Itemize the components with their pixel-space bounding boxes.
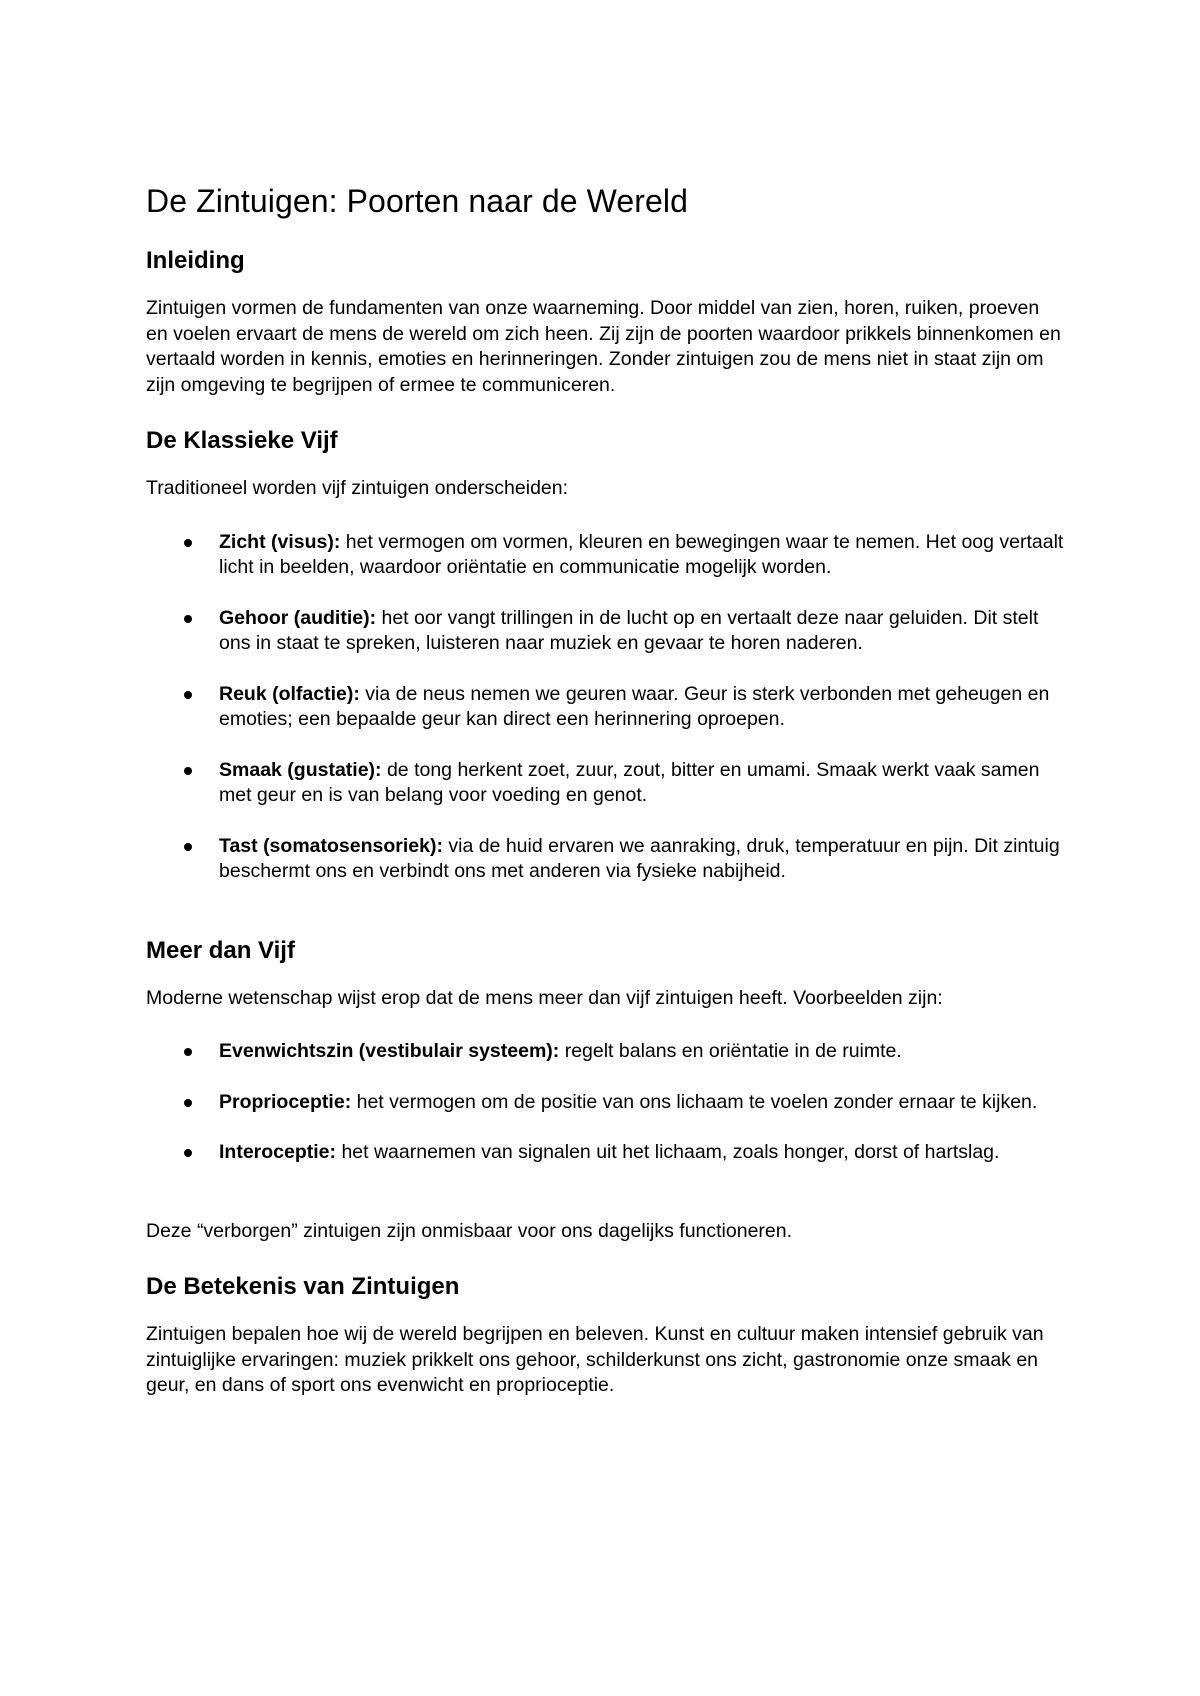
list-item-term: Tast (somatosensoriek): (219, 834, 443, 857)
meaning-paragraph: Zintuigen bepalen hoe wij de wereld begrijpen en beleven. Kunst en cultuur maken intensief gebruik van zintuiglijke ervaringen: muziek prikkelt ons gehoor, schilderkunst ons zicht, gastronomie onze smaak en geur, en dans of sport ons evenwicht en proprioceptie. (146, 1323, 1044, 1396)
bullet-icon (184, 539, 192, 547)
list-item (146, 1140, 1066, 1166)
bullet-icon (184, 615, 192, 623)
list-item-term: Proprioceptie: (219, 1090, 352, 1113)
more-closing: Deze “verborgen” zintuigen zijn onmisbaar voor ons dagelijks functioneren. (146, 1219, 793, 1242)
section-heading-meaning: De Betekenis van Zintuigen (146, 1273, 460, 1300)
list-item (146, 1090, 1066, 1116)
section-heading-classic: De Klassieke Vijf (146, 427, 338, 454)
list-item (146, 530, 1066, 581)
list-item-term: Smaak (gustatie): (219, 758, 382, 781)
list-item-text: het waarnemen van signalen uit het lichaam, zoals honger, dorst of hartslag. (336, 1141, 1000, 1163)
bullet-icon (184, 843, 192, 851)
list-item (146, 1039, 1066, 1065)
list-item-term: Zicht (visus): (219, 530, 341, 553)
list-item-text: het vermogen om de positie van ons lichaam te voelen zonder ernaar te kijken. (351, 1090, 1038, 1113)
list-item-text: het vermogen om vormen, kleuren en bewegingen waar te nemen. Het oog vertaalt licht in beelden, waardoor oriëntatie en communicatie mogelijk worden. (219, 530, 1064, 578)
bullet-icon (184, 1149, 192, 1157)
list-item-term: Gehoor (auditie): (219, 606, 377, 629)
list-item-text: regelt balans en oriëntatie in de ruimte. (559, 1040, 902, 1062)
spacer (146, 910, 1066, 936)
list-item-text: het oor vangt trillingen in de lucht op en vertaalt deze naar geluiden. Dit stelt ons in staat te spreken, luisteren naar muziek en gevaar te horen naderen. (219, 606, 1039, 654)
more-lead: Moderne wetenschap wijst erop dat de mens meer dan vijf zintuigen heeft. Voorbeelden zijn: (146, 986, 943, 1009)
classic-senses-list (146, 530, 1066, 885)
bullet-icon (184, 767, 192, 775)
bullet-icon (184, 1099, 192, 1107)
spacer (146, 1191, 1066, 1219)
list-item (146, 834, 1066, 885)
bullet-icon (184, 691, 192, 699)
list-item-text: via de neus nemen we geuren waar. Geur is sterk verbonden met geheugen en emoties; een bepaalde geur kan direct een herinnering oproepen. (219, 682, 1050, 730)
classic-lead: Traditioneel worden vijf zintuigen onderscheiden: (146, 477, 569, 499)
list-item-term: Interoceptie: (219, 1141, 337, 1163)
document-page (146, 180, 1066, 1427)
extra-senses-list (146, 1039, 1066, 1166)
list-item-text: de tong herkent zoet, zuur, zout, bitter en umami. Smaak werkt vaak samen met geur en is van belang voor voeding en genot. (219, 758, 1040, 806)
list-item (146, 758, 1066, 809)
document-title: De Zintuigen: Poorten naar de Wereld (146, 183, 688, 219)
list-item-term: Evenwichtszin (vestibulair systeem): (219, 1040, 560, 1062)
list-item (146, 682, 1066, 733)
intro-paragraph: Zintuigen vormen de fundamenten van onze waarneming. Door middel van zien, horen, ruiken, proeven en voelen ervaart de mens de wereld om zich heen. Zij zijn de poorten waardoor prikkels binnenkomen en vertaald worden in kennis, emoties en herinneringen. Zonder zintuigen zou de mens niet in staat zijn om zijn omgeving te begrijpen of ermee te communiceren. (146, 297, 1061, 396)
list-item (146, 606, 1066, 657)
bullet-icon (184, 1048, 192, 1056)
section-heading-intro: Inleiding (146, 247, 245, 274)
section-heading-more: Meer dan Vijf (146, 936, 295, 964)
list-item-term: Reuk (olfactie): (219, 682, 360, 705)
list-item-text: via de huid ervaren we aanraking, druk, temperatuur en pijn. Dit zintuig beschermt ons en verbindt ons met anderen via fysieke nabijheid. (219, 834, 1060, 882)
